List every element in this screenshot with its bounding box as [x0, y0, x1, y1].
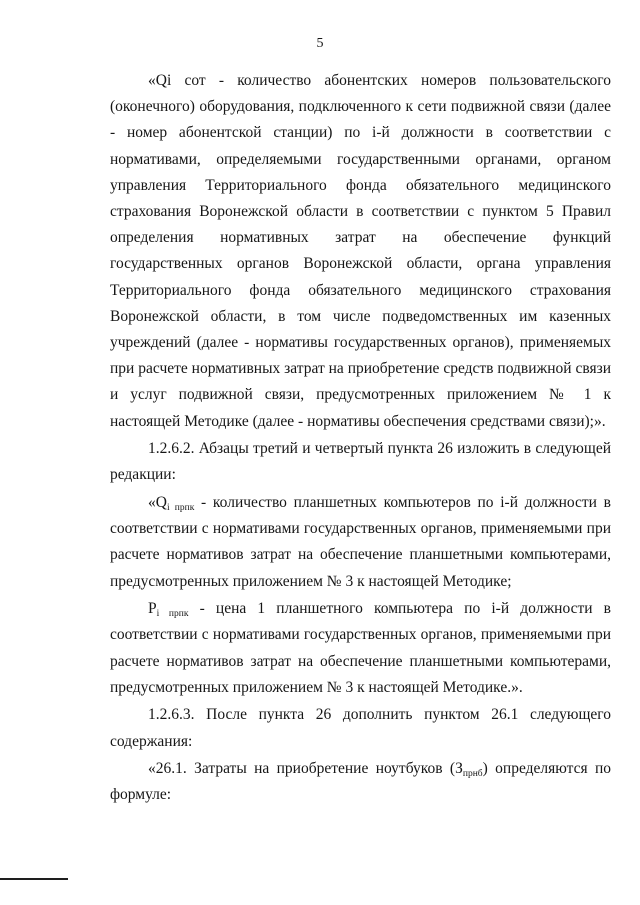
paragraph-qi-sot-definition: «Qi сот - количество абонентских номеров пользовательского (оконечного) оборудования, подключенного к сети подвижной связи (далее - номер абонентской станции) по i-й должности в соответствии с нормативами, определяемыми государственными органами, органом управления Территориального фонда обязательного медицинского страхования Воронежской области в соответствии с пунктом 5 Правил определения нормативных затрат на обеспечение функций государственных органов Воронежской области, органа управления Территориального фонда обязательного медицинского страхования Воронежской области, в том числе подведомственных им казенных учреждений (далее - нормативы государственных органов), применяемых при расчете нормативных затрат на приобретение средств подвижной связи и услуг подвижной связи, предусмотренных приложением № 1 к настоящей Методике (далее - нормативы обеспечения средствами связи);». [110, 72, 611, 430]
paragraph-text: - цена 1 планшетного компьютера по i-й должности в соответствии с нормативами государственных органов, применяемыми при расчете нормативов затрат на обеспечение планшетными компьютерами, предусмотренных приложением № 3 к настоящей Методике.». [110, 600, 611, 696]
paragraph-pi-prpk-definition [110, 596, 611, 701]
paragraph-text: «26.1. Затраты на приобретение ноутбуков (З [148, 760, 463, 778]
footer-divider [0, 878, 68, 880]
paragraph-qi-prpk-definition [110, 490, 611, 595]
formula-subscript: прнб [462, 769, 483, 780]
document-body [110, 68, 611, 810]
paragraph-text: - количество планшетных компьютеров по i-й должности в соответствии с нормативами государственных органов, применяемыми при расчете нормативов затрат на обеспечение планшетными компьютерами, предусмотренных приложением № 3 к настоящей Методике; [110, 494, 611, 590]
paragraph-26-1 [110, 756, 611, 808]
formula-subscript: i прпк [156, 609, 189, 620]
formula-subscript: i прпк [166, 503, 195, 514]
formula-symbol: «Q [148, 494, 167, 512]
paragraph-text: ) определяются по формуле: [110, 760, 612, 804]
page-number: 5 [316, 36, 324, 51]
paragraph-1-2-6-2: 1.2.6.2. Абзацы третий и четвертый пункта 26 изложить в следующей редакции: [110, 440, 611, 484]
formula-symbol: P [148, 600, 157, 618]
paragraph-1-2-6-3: 1.2.6.3. После пункта 26 дополнить пунктом 26.1 следующего содержания: [110, 706, 611, 750]
